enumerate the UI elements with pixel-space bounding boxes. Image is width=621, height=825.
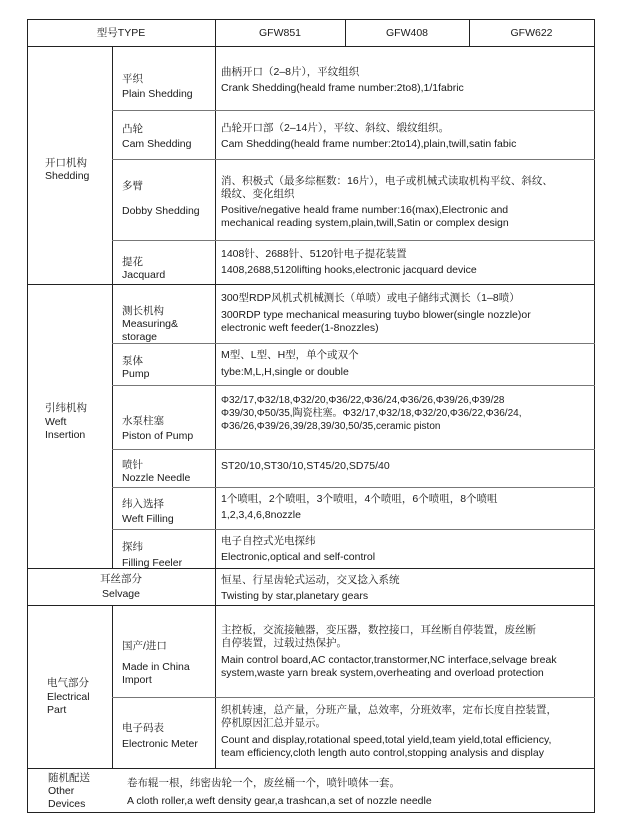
category-title-cn: 开口机构: [45, 157, 87, 169]
label-en: Plain Shedding: [122, 88, 193, 100]
label-nozzle-needle: [122, 459, 190, 485]
value-en: Cam Shedding(heald frame number:2to14),plain,twill,satin fabic: [221, 138, 517, 150]
row-divider: [112, 110, 595, 111]
category-title-en: Insertion: [45, 429, 86, 441]
category-other-devices: [48, 772, 90, 811]
label-weft-filling: [122, 498, 174, 526]
label-en: Made in China: [122, 661, 190, 673]
row-divider: [112, 449, 595, 450]
value-en: team efficiency,cloth length auto control,stopping analysis and display: [221, 747, 544, 759]
value-cn: 织机转速，总产量，分班产量，总效率，分班效率，定布长度自控装置，: [221, 704, 557, 716]
row-divider: [112, 240, 595, 241]
value-en: Crank Shedding(heald frame number:2to8),1/1fabric: [221, 82, 464, 94]
value-cn: M型、L型、H型，单个或双个: [221, 349, 359, 361]
value-electronic-meter: [221, 704, 557, 760]
value-en: 1,2,3,4,6,8nozzle: [221, 509, 301, 521]
category-selvage: [27, 573, 215, 601]
value-weft-filling: [221, 493, 498, 522]
table-border-bottom: [27, 812, 595, 813]
table-border-left: [27, 19, 28, 813]
value-col-divider: [215, 46, 216, 768]
label-measuring-storage: [122, 305, 178, 344]
row-divider: [112, 697, 595, 698]
value-plain-shedding: [221, 66, 464, 95]
label-cn: 凸轮: [122, 123, 143, 135]
label-cn: 探纬: [122, 541, 143, 553]
value-made-in-china: [221, 624, 557, 680]
label-cn: 泵体: [122, 355, 143, 367]
category-title-en: Selvage: [102, 588, 140, 600]
label-cn: 多臂: [122, 180, 143, 192]
value-en: 300RDP type mechanical measuring tuybo blower(single nozzle)or: [221, 309, 531, 321]
label-en: Electronic Meter: [122, 738, 198, 750]
value-en: Electronic,optical and self-control: [221, 551, 376, 563]
label-piston-of-pump: [122, 415, 193, 443]
category-title-cn: 引纬机构: [45, 402, 87, 414]
label-made-in-china: [122, 640, 190, 687]
label-en: Jacquard: [122, 269, 166, 281]
category-shedding: [45, 157, 89, 183]
category-title-en: Part: [47, 704, 67, 716]
category-col-divider-b: [112, 605, 113, 768]
value-cn: 1408针、2688针、5120针电子提花装置: [221, 248, 407, 260]
value-en: 1408,2688,5120lifting hooks,electronic jacquard device: [221, 264, 477, 276]
label-en: Measuring&: [122, 318, 179, 330]
row-divider: [112, 343, 595, 344]
category-weft-insertion: [45, 402, 87, 442]
value-cn: 300型RDP风机式机械测长（单喷）或电子储纬式测长（1–8喷）: [221, 292, 520, 304]
label-cn: 平织: [122, 73, 143, 85]
category-electrical: [47, 677, 90, 717]
value-cn: 曲柄开口（2–8片），平纹组织: [221, 66, 360, 78]
label-cn: 提花: [122, 256, 143, 268]
row-divider: [112, 487, 595, 488]
label-plain-shedding: [122, 73, 193, 101]
value-piston-of-pump: [221, 394, 521, 433]
row-divider: [112, 385, 595, 386]
value-line: Φ32/17,Φ32/18,Φ32/20,Φ36/22,Φ36/24,Φ36/26,Φ39/26,Φ39/28: [221, 395, 505, 406]
row-divider: [112, 529, 595, 530]
label-en: Piston of Pump: [122, 430, 194, 442]
value-line: Φ36/26,Φ39/26,39/28,39/30,50/35,ceramic piston: [221, 421, 441, 432]
category-title-en: Shedding: [45, 170, 90, 182]
section-divider: [27, 605, 595, 606]
value-jacquard: [221, 248, 477, 277]
model-gfw622: GFW622: [510, 27, 553, 39]
label-pump: [122, 355, 149, 381]
label-electronic-meter: [122, 722, 198, 751]
value-en: Twisting by star,planetary gears: [221, 590, 369, 602]
value-en: A cloth roller,a weft density gear,a trashcan,a set of nozzle needle: [127, 795, 432, 807]
value-cn: 自停装置，过载过热保护。: [221, 637, 347, 649]
category-title-cn: 随机配送: [48, 772, 90, 784]
value-dobby-shedding: [221, 175, 553, 230]
category-title-en: Other: [48, 785, 75, 797]
label-en: Import: [122, 674, 152, 686]
category-title-en: Weft: [45, 416, 67, 428]
label-en: Pump: [122, 368, 150, 380]
value-en: system,waste yarn break system,overheating and overload protection: [221, 667, 544, 679]
value-cn: 缎纹、变化组织: [221, 188, 295, 200]
label-cn: 电子码表: [122, 722, 164, 734]
value-selvage: [221, 574, 400, 603]
category-title-cn: 耳丝部分: [100, 573, 142, 585]
value-cam-shedding: [221, 122, 516, 151]
label-cn: 纬入选择: [122, 498, 164, 510]
value-cn: 停机原因汇总并显示。: [221, 717, 326, 729]
label-cn: 国产/进口: [122, 640, 167, 652]
label-en: storage: [122, 331, 158, 343]
value-line: Φ39/30,Φ50/35,陶瓷柱塞。Φ32/17,Φ32/18,Φ32/20,Φ36/22,Φ36/24,: [221, 408, 522, 419]
section-divider: [27, 284, 595, 285]
value-cn: 消、积极式（最多综框数：16片），电子或机械式读取机构平纹、斜纹、: [221, 175, 553, 187]
value-cn: 电子自控式光电探纬: [221, 535, 316, 547]
category-title-en: Devices: [48, 798, 86, 810]
value-pump: [221, 349, 359, 379]
value-cn: 1个喷咀，2个喷咀，3个喷咀，4个喷咀，6个喷咀，8个喷咀: [221, 493, 498, 505]
value-en: electronic weft feeder(1-8nozzles): [221, 322, 379, 334]
row-divider: [112, 159, 595, 160]
label-en: Nozzle Needle: [122, 472, 191, 484]
value-nozzle-needle: ST20/10,ST30/10,ST45/20,SD75/40: [221, 460, 390, 472]
value-en: Main control board,AC contactor,transtormer,NC interface,selvage break: [221, 654, 557, 666]
value-cn: 凸轮开口部（2–14片），平纹、斜纹、缎纹组织。: [221, 122, 450, 134]
table-border-right: [594, 19, 595, 813]
label-filling-feeler: [122, 541, 182, 570]
value-cn: 主控板，交流接触器，变压器，数控接口，耳丝断自停装置，废丝断: [221, 624, 536, 636]
value-cn: 卷布辊一根，纬密齿轮一个，废丝桶一个，喷针喷体一套。: [127, 777, 400, 789]
label-cn: 喷针: [122, 459, 143, 471]
label-jacquard: [122, 256, 165, 282]
label-dobby-shedding: [122, 180, 200, 218]
value-en: Positive/negative heald frame number:16(max),Electronic and: [221, 204, 509, 216]
value-other-devices: [127, 777, 432, 808]
value-en: mechanical reading system,plain,twill,Satin or complex design: [221, 217, 509, 229]
value-cn: 恒星、行星齿轮式运动，交叉捻入系统: [221, 574, 400, 586]
label-en: Cam Shedding: [122, 138, 192, 150]
value-en: tybe:M,L,H,single or double: [221, 366, 349, 378]
category-title-cn: 电气部分: [47, 677, 89, 689]
type-header: 型号TYPE: [96, 27, 146, 39]
category-title-en: Electrical: [47, 691, 90, 703]
label-cn: 测长机构: [122, 305, 164, 317]
category-col-divider-a: [112, 46, 113, 568]
label-cam-shedding: [122, 123, 191, 151]
label-cn: 水泵柱塞: [122, 415, 164, 427]
table-border-top: [27, 19, 595, 20]
value-measuring-storage: [221, 292, 531, 335]
model-gfw851: GFW851: [258, 27, 301, 39]
label-en: Dobby Shedding: [122, 205, 200, 217]
section-divider: [27, 768, 595, 769]
section-divider: [27, 568, 595, 569]
value-en: Count and display,rotational speed,total yield,team yield,total efficiency,: [221, 734, 552, 746]
value-filling-feeler: [221, 535, 375, 564]
label-en: Filling Feeler: [122, 557, 183, 569]
model-gfw408: GFW408: [385, 27, 428, 39]
label-en: Weft Filling: [122, 513, 174, 525]
